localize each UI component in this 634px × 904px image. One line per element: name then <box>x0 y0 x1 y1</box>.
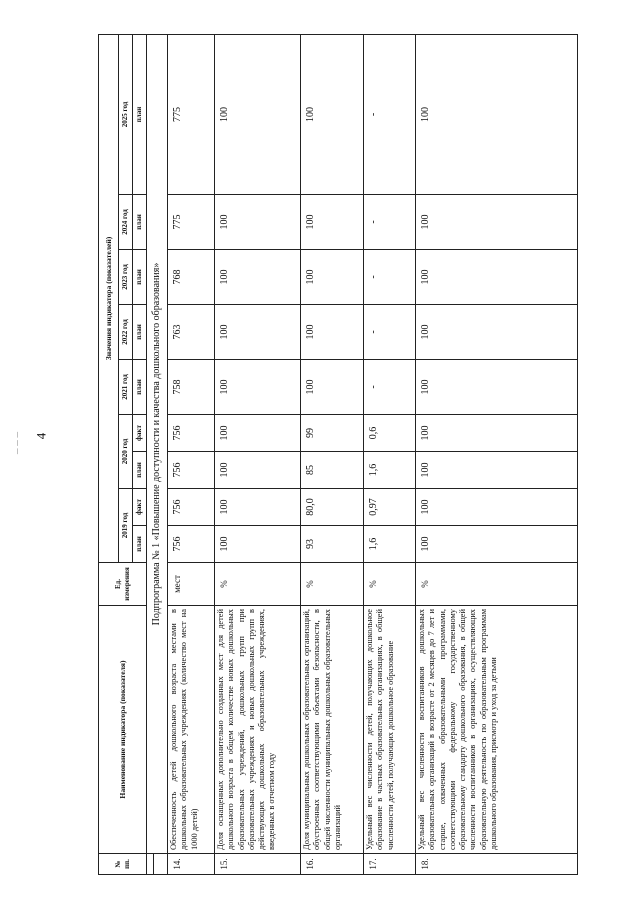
value-cell: 100 <box>215 452 301 489</box>
value-cell: 99 <box>301 415 364 452</box>
header-year-2019: 2019 год <box>119 489 133 563</box>
value-cell: 100 <box>301 250 364 305</box>
value-cell: 100 <box>215 195 301 250</box>
indicator-unit: % <box>416 563 578 606</box>
header-fact: факт <box>133 415 147 452</box>
row-number: 16. <box>301 854 364 875</box>
value-cell: 100 <box>416 250 578 305</box>
value-cell: 758 <box>168 360 215 415</box>
value-cell: 756 <box>168 452 215 489</box>
indicator-name: Обеспеченность детей дошкольного возраста местами в дошкольных образовательных учреждениях (количество мест на 1000 детей) <box>168 606 215 854</box>
header-year-2022: 2022 год <box>119 305 133 360</box>
indicator-name: Удельный вес численности детей, получающих дошкольное образование в частных образовательных организациях, в общей численности детей, получающих дошкольное образование <box>364 606 416 854</box>
header-plan: план <box>133 305 147 360</box>
table-row <box>301 34 364 874</box>
table-row <box>215 34 301 874</box>
indicator-unit: % <box>301 563 364 606</box>
table-row <box>416 34 578 874</box>
value-cell: 100 <box>215 526 301 563</box>
header-plan: план <box>133 250 147 305</box>
header-plan: план <box>133 195 147 250</box>
header-year-2023: 2023 год <box>119 250 133 305</box>
value-cell: 100 <box>215 34 301 194</box>
value-cell: 100 <box>416 489 578 526</box>
margin-mark: – – – <box>11 432 23 454</box>
header-fact: факт <box>133 489 147 526</box>
value-cell: 100 <box>301 34 364 194</box>
value-cell: - <box>364 34 416 194</box>
value-cell: - <box>364 360 416 415</box>
value-cell: 100 <box>301 360 364 415</box>
row-number: 17. <box>364 854 416 875</box>
value-cell: 756 <box>168 526 215 563</box>
value-cell: 93 <box>301 526 364 563</box>
value-cell: 0,6 <box>364 415 416 452</box>
rotated-table-container <box>98 35 578 875</box>
header-unit: Ед. измерения <box>99 563 147 606</box>
header-plan: план <box>133 526 147 563</box>
value-cell: 1,6 <box>364 452 416 489</box>
spacer-cell <box>154 854 168 875</box>
value-cell: 100 <box>416 452 578 489</box>
value-cell: 100 <box>416 305 578 360</box>
header-values: Значения индикатора (показателей) <box>99 34 119 562</box>
value-cell: 100 <box>301 305 364 360</box>
value-cell: 100 <box>416 526 578 563</box>
value-cell: 763 <box>168 305 215 360</box>
indicators-table <box>98 34 578 875</box>
table-row <box>364 34 416 874</box>
value-cell: 100 <box>416 360 578 415</box>
value-cell: 768 <box>168 250 215 305</box>
header-year-2024: 2024 год <box>119 195 133 250</box>
subprogram-title: Подпрограмма № 1 «Повышение доступности и качества дошкольного образования» <box>147 34 168 853</box>
indicator-unit: мест <box>168 563 215 606</box>
indicator-name: Удельный вес численности воспитанников дошкольных образовательных организаций в возрасте от 2 месяцев до 7 лет и старше, охваченных образовательными программами, соответствующими федеральному государственному образовательному стандарту дошкольного образования, в общей численности воспитанников в организациях, осуществляющих образовательную деятельность по образовательным программам дошкольного образования, присмотр и уход за детьми <box>416 606 578 854</box>
value-cell: 100 <box>416 34 578 194</box>
value-cell: 100 <box>215 305 301 360</box>
indicator-name: Доля муниципальных дошкольных образовательных организаций, обустроенных соответствующими объектами безопасности, в общей численности муниципальных дошкольных образовательных организаций <box>301 606 364 854</box>
indicator-name: Доля оснащенных дополнительно созданных мест для детей дошкольного возраста в общем количестве новых дошкольных образовательных учреждений, дошкольных групп при образовательных учреждениях и новых дошкольных групп в действующих дошкольных образовательных учреждениях, введенных в отчетном году <box>215 606 301 854</box>
header-no: № пп. <box>99 854 147 875</box>
value-cell: 100 <box>416 195 578 250</box>
value-cell: 1,6 <box>364 526 416 563</box>
row-number: 15. <box>215 854 301 875</box>
value-cell: 100 <box>416 415 578 452</box>
value-cell: 100 <box>215 415 301 452</box>
header-year-2021: 2021 год <box>119 360 133 415</box>
value-cell: - <box>364 250 416 305</box>
value-cell: 100 <box>301 195 364 250</box>
table-row <box>168 34 215 874</box>
value-cell: 756 <box>168 489 215 526</box>
value-cell: 775 <box>168 34 215 194</box>
value-cell: - <box>364 195 416 250</box>
value-cell: 100 <box>215 489 301 526</box>
header-plan: план <box>133 452 147 489</box>
value-cell: 100 <box>215 360 301 415</box>
row-number: 18. <box>416 854 578 875</box>
value-cell: - <box>364 305 416 360</box>
row-number: 14. <box>168 854 215 875</box>
value-cell: 775 <box>168 195 215 250</box>
value-cell: 85 <box>301 452 364 489</box>
spacer-cell <box>147 854 154 875</box>
header-year-2025: 2025 год <box>119 34 133 194</box>
value-cell: 756 <box>168 415 215 452</box>
header-year-2020: 2020 год <box>119 415 133 489</box>
indicator-unit: % <box>364 563 416 606</box>
value-cell: 100 <box>215 250 301 305</box>
header-plan: план <box>133 360 147 415</box>
indicator-unit: % <box>215 563 301 606</box>
value-cell: 0,97 <box>364 489 416 526</box>
page-number: 4 <box>33 432 49 440</box>
header-name: Наименование индикатора (показателя) <box>99 606 147 854</box>
value-cell: 80,0 <box>301 489 364 526</box>
header-plan: план <box>133 34 147 194</box>
